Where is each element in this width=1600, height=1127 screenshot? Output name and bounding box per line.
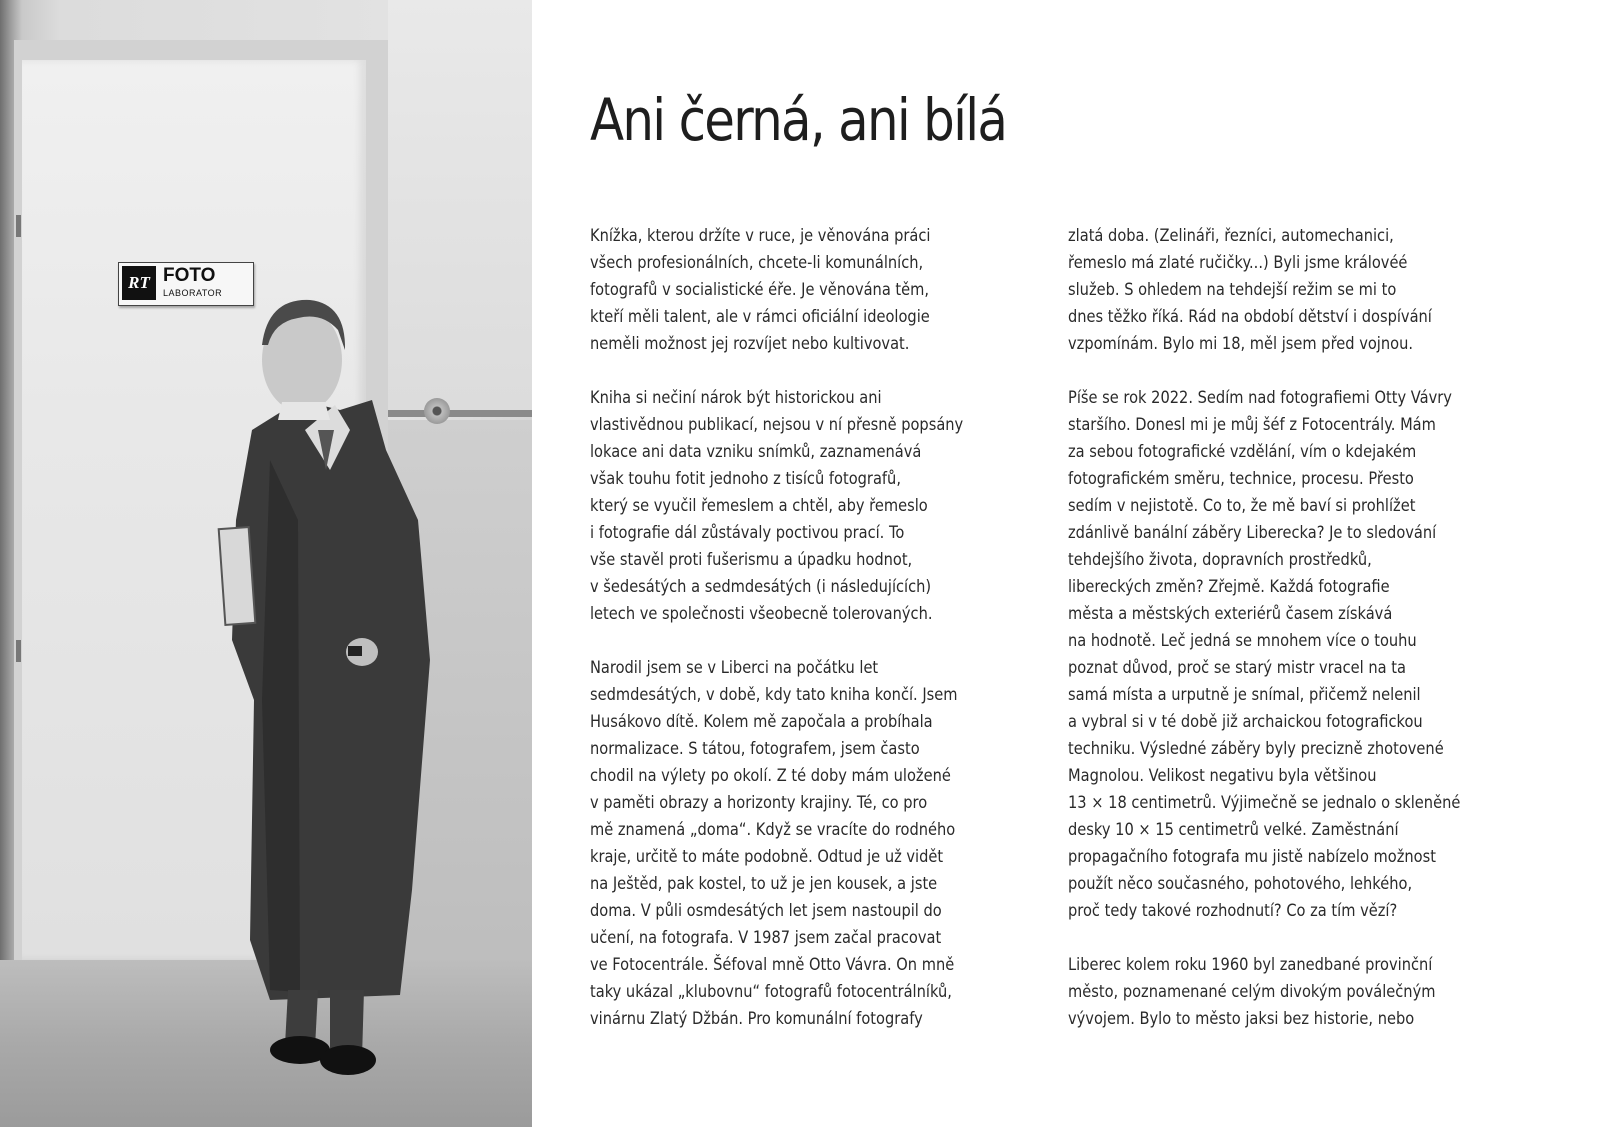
- text-line: fotografů v socialistické éře. Je věnována těm,: [590, 280, 930, 300]
- text-line: však touhu fotit jednoho z tisíců fotografů,: [590, 469, 901, 489]
- text-line: 13 × 18 centimetrů. Výjimečně se jednalo o skleněné: [1068, 793, 1461, 813]
- text-line: použít něco současného, pohotového, lehkého,: [1068, 874, 1413, 894]
- text-line: chodil na výlety po okolí. Z té doby mám uložené: [590, 766, 951, 786]
- text-line: Narodil jsem se v Liberci na počátku let: [590, 658, 879, 678]
- text-line: sedmdesátých, v době, kdy tato kniha končí. Jsem: [590, 685, 958, 705]
- text-line: letech ve společnosti všeobecně tolerovaných.: [590, 604, 933, 624]
- text-line: tehdejšího života, dopravních prostředků,: [1068, 550, 1372, 570]
- text-line: sedím v nejistotě. Co to, že mě baví si prohlížet: [1068, 496, 1416, 516]
- sign-logo: RT: [122, 266, 156, 300]
- text-line: služeb. S ohledem na tehdejší režim se mi to: [1068, 280, 1397, 300]
- text-line: učení, na fotografa. V 1987 jsem začal pracovat: [590, 928, 942, 948]
- text-line: dnes těžko říká. Rád na období dětství i dospívání: [1068, 307, 1432, 327]
- text-line: všech profesionálních, chcete-li komunálních,: [590, 253, 924, 273]
- page-title: Ani černá, ani bílá: [590, 86, 1007, 154]
- text-line: i fotografie dál zůstávaly poctivou prací. To: [590, 523, 905, 543]
- text-line: ve Fotocentrále. Šéfoval mně Otto Vávra. On mně: [590, 955, 955, 975]
- text-line: kteří měli talent, ale v rámci oficiální ideologie: [590, 307, 930, 327]
- text-line: libereckých změn? Zřejmě. Každá fotografie: [1068, 577, 1390, 597]
- text-line: Husákovo dítě. Kolem mě započala a probíhala: [590, 712, 933, 732]
- paragraph: [590, 223, 1020, 358]
- text-line: staršího. Donesl mi je můj šéf z Fotocentrály. Mám: [1068, 415, 1436, 435]
- text-line: kraje, určitě to máte podobně. Odtud je už vidět: [590, 847, 944, 867]
- text-line: zlatá doba. (Zelináři, řezníci, automechanici,: [1068, 226, 1394, 246]
- text-line: vývojem. Bylo to město jaksi bez historie, nebo: [1068, 1009, 1415, 1029]
- text-line: v šedesátých a sedmdesátých (i následujících): [590, 577, 932, 597]
- paragraph: [590, 655, 1020, 1033]
- man-in-coat: [0, 0, 532, 1127]
- text-line: Liberec kolem roku 1960 byl zanedbané provinční: [1068, 955, 1433, 975]
- text-line: Píše se rok 2022. Sedím nad fotografiemi Otty Vávry: [1068, 388, 1452, 408]
- sign-subtitle: LABORATOR: [163, 288, 223, 298]
- text-line: lokace ani data vzniku snímků, zaznamenává: [590, 442, 922, 462]
- text-line: neměli možnost jej rozvíjet nebo kultivovat.: [590, 334, 910, 354]
- text-line: na Ještěd, pak kostel, to už je jen kousek, a jste: [590, 874, 938, 894]
- text-line: vinárnu Zlatý Džbán. Pro komunální fotografy: [590, 1009, 923, 1029]
- text-line: města a městských exteriérů časem získává: [1068, 604, 1393, 624]
- text-line: na hodnotě. Leč jedná se mnohem více o touhu: [1068, 631, 1417, 651]
- text-line: Kniha si nečiní nárok být historickou ani: [590, 388, 882, 408]
- text-line: doma. V půli osmdesátých let jsem nastoupil do: [590, 901, 942, 921]
- text-line: desky 10 × 15 centimetrů velké. Zaměstnání: [1068, 820, 1399, 840]
- text-line: techniku. Výsledné záběry byly precizně zhotovené: [1068, 739, 1444, 759]
- text-line: samá místa a urputně je snímal, přičemž nelenil: [1068, 685, 1421, 705]
- text-line: v paměti obrazy a horizonty krajiny. Té, co pro: [590, 793, 928, 813]
- text-line: normalizace. S tátou, fotografem, jsem často: [590, 739, 920, 759]
- text-line: mě znamená „doma“. Když se vracíte do rodného: [590, 820, 956, 840]
- paragraph: [1068, 223, 1508, 358]
- paragraph: [590, 385, 1020, 628]
- text-line: taky ukázal „klubovnu“ fotografů fotocentrálníků,: [590, 982, 952, 1002]
- text-line: vlastivědnou publikací, nejsou v ní přesně popsány: [590, 415, 964, 435]
- text-line: proč tedy takové rozhodnutí? Co za tím vězí?: [1068, 901, 1398, 921]
- text-line: a vybral si v té době již archaickou fotografickou: [1068, 712, 1423, 732]
- text-line: zdánlivě banální záběry Liberecka? Je to sledování: [1068, 523, 1437, 543]
- text-line: za sebou fotografické vzdělání, vím o kdejakém: [1068, 442, 1417, 462]
- text-column-left: [590, 223, 1020, 1060]
- text-line: propagačního fotografa mu jistě nabízelo možnost: [1068, 847, 1436, 867]
- text-column-right: [1068, 223, 1508, 1060]
- text-line: poznat důvod, proč se starý mistr vracel na ta: [1068, 658, 1406, 678]
- text-line: fotografickém směru, technice, procesu. Přesto: [1068, 469, 1414, 489]
- text-line: vše stavěl proti fušerismu a úpadku hodnot,: [590, 550, 913, 570]
- sign-title: FOTO: [163, 265, 216, 286]
- text-line: Magnolou. Velikost negativu byla většinou: [1068, 766, 1377, 786]
- portrait-photo: [0, 0, 532, 1127]
- text-line: řemeslo má zlaté ručičky...) Byli jsme královéé: [1068, 253, 1408, 273]
- text-line: Knížka, kterou držíte v ruce, je věnována práci: [590, 226, 931, 246]
- paragraph: [1068, 952, 1508, 1033]
- text-line: vzpomínám. Bylo mi 18, měl jsem před vojnou.: [1068, 334, 1413, 354]
- text-line: který se vyučil řemeslem a chtěl, aby řemeslo: [590, 496, 928, 516]
- paragraph: [1068, 385, 1508, 925]
- text-line: město, poznamenané celým divokým poválečným: [1068, 982, 1436, 1002]
